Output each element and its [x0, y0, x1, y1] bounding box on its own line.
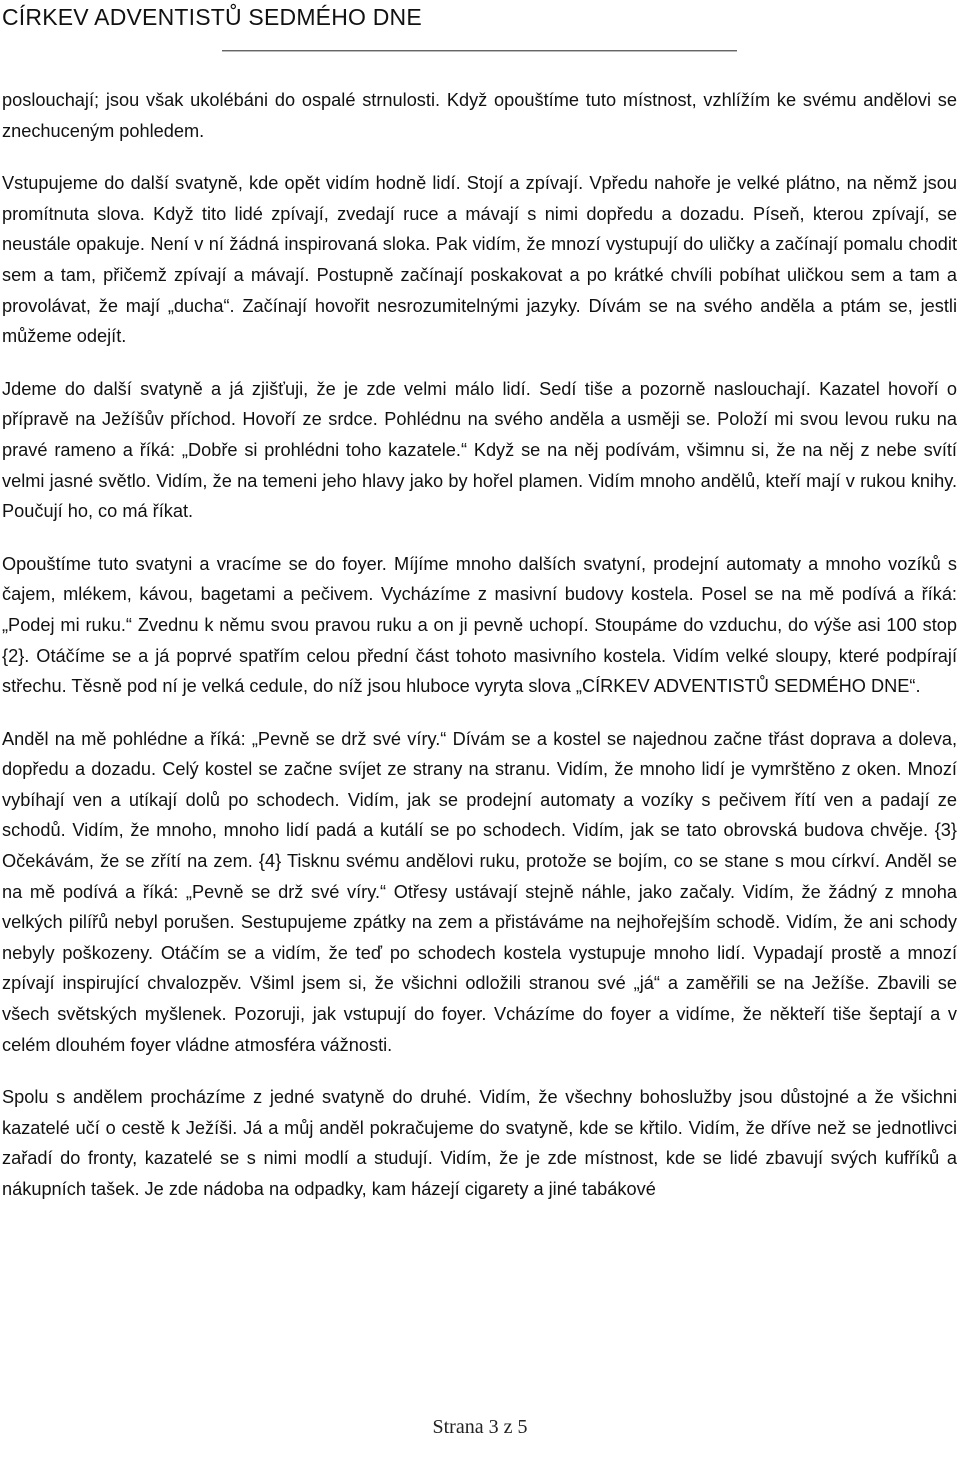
document-header-title: CÍRKEV ADVENTISTŮ SEDMÉHO DNE: [2, 4, 422, 30]
paragraph-4: Opouštíme tuto svatyni a vracíme se do foyer. Míjíme mnoho dalších svatyní, prodejní automaty a mnoho vozíků s čajem, mlékem, kávou, bagetami a pečivem. Vycházíme z masivní budovy kostela. Posel se na mě podívá a říká: „Podej mi ruku.“ Zvednu k němu svou pravou ruku a on ji pevně uchopí. Stoupáme do vzduchu, do výše asi 100 stop {2}. Otáčíme se a já poprvé spatřím celou přední část tohoto masivního kostela. Vidím velké sloupy, které podpírají střechu. Těsně pod ní je velká cedule, do níž jsou hluboce vyryta slova „CÍRKEV ADVENTISTŮ SEDMÉHO DNE“.: [2, 553, 957, 697]
paragraph-6: Spolu s andělem procházíme z jedné svatyně do druhé. Vidím, že všechny bohoslužby jsou důstojné a že všichni kazatelé učí o cestě k Ježíši. Já a můj anděl pokračujeme do svatyně, kde se křtilo. Vidím, že dříve než se jednotlivci zařadí do fronty, kazatelé se s nimi modlí a studují. Vidím, že je zde místnost, kde se lidé zbavují svých kufříků a nákupních tašek. Je zde nádoba na odpadky, kam házejí cigarety a jiné tabákové: [2, 1087, 957, 1199]
paragraph-3: Jdeme do další svatyně a já zjišťuji, že je zde velmi málo lidí. Sedí tiše a pozorně naslouchají. Kazatel hovoří o přípravě na Ježíšův příchod. Hovoří ze srdce. Pohlédnu na svého anděla a usměji se. Položí mi svou levou ruku na pravé rameno a říká: „Dobře si prohlédni toho kazatele.“ Když se na něj podívám, všimnu si, že na něj z nebe svítí velmi jasné světlo. Vidím, že na temeni jeho hlavy jako by hořel plamen. Vidím mnoho andělů, kteří mají v rukou knihy. Poučují ho, co má říkat.: [2, 378, 957, 522]
header-divider: [222, 50, 738, 52]
paragraph-5: Anděl na mě pohlédne a říká: „Pevně se drž své víry.“ Dívám se a kostel se najednou začne třást doprava a doleva, dopředu a dozadu. Celý kostel se začne svíjet ze strany na stranu. Vidím, že mnoho lidí je vymrštěno z oken. Mnozí vybíhají ven a utíkají dolů po schodech. Vidím, jak se prodejní automaty a vozíky s pečivem řítí ven a padají ze schodů. Vidím, že mnoho, mnoho lidí padá a kutálí se po schodech. Vidím, jak se tato obrovská budova chvěje. {3} Očekávám, že se zřítí na zem. {4} Tisknu svému andělovi ruku, protože se bojím, co se stane s mou církví. Anděl se na mě podívá a říká: „Pevně se drž své víry.“ Otřesy ustávají stejně náhle, jako začaly. Vidím, že žádný z mnoha velkých pilířů nebyl porušen. Sestupujeme zpátky na zem a přistáváme na nejhořejším schodě. Vidím, že ani schody nebyly poškozeny. Otáčím se a vidím, že teď po schodech kostela vystupuje mnoho lidí. Vypadají prostě a mnozí zpívají inspirující chvalozpěv. Všiml jsem si, že všichni odložili stranou své „já“ a zaměřili se na Ježíše. Zbavili se všech světských myšlenek. Pozoruji, jak vstupují do foyer. Vcházíme do foyer a vidíme, že někteří tiše šeptají a v celém dlouhém foyer vládne atmosféra vážnosti.: [2, 728, 957, 1055]
document-body: [2, 85, 957, 1205]
paragraph-1: poslouchají; jsou však ukolébáni do ospalé strnulosti. Když opouštíme tuto místnost, vzhlížím ke svému andělovi se znechuceným pohledem.: [2, 90, 957, 141]
paragraph-2: Vstupujeme do další svatyně, kde opět vidím hodně lidí. Stojí a zpívají. Vpředu nahoře je velké plátno, na němž jsou promítnuta slova. Když tito lidé zpívají, zvedají ruce a mávají s nimi dopředu a dozadu. Píseň, kterou zpívají, se neustále opakuje. Není v ní žádná inspirovaná sloka. Pak vidím, že mnozí vystupují do uličky a začínají pomalu chodit sem a tam, přičemž zpívají a mávají. Postupně začínají poskakovat a po krátké chvíli pobíhat uličkou sem a tam a provolávat, že mají „ducha“. Začínají hovořit nesrozumitelnými jazyky. Dívám se na svého anděla a ptám se, jestli můžeme odejít.: [2, 173, 957, 347]
header-divider-light-line: [222, 51, 737, 52]
page-number-footer: Strana 3 z 5: [432, 1416, 528, 1438]
